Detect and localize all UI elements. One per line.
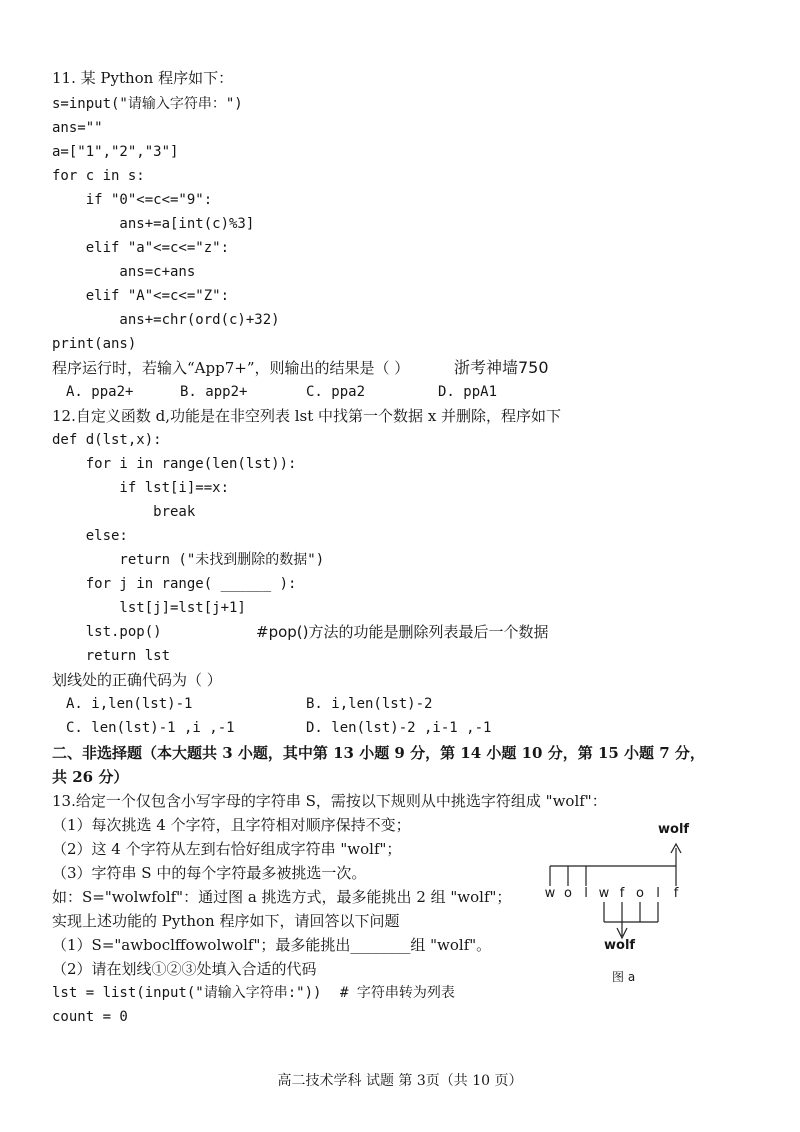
q11-code-line-2: ans="": [52, 120, 103, 136]
figure-bottom-label: wolf: [604, 938, 636, 953]
section-heading-line-2: 共 26 分）: [52, 768, 129, 786]
q12-code-line-8: lst[j]=lst[j+1]: [52, 600, 246, 616]
q11-option-c: C. ppa2: [306, 384, 366, 400]
section-heading-line-1: 二、非选择题（本大题共 3 小题，其中第 13 小题 9 分，第 14 小题 10 分，第 15 小题 7 分，: [52, 744, 705, 762]
q12-option-a: A. i,len(lst)-1: [66, 696, 193, 712]
q13-code-line-1: lst = list(input("请输入字符串:")): [52, 985, 322, 1001]
q12-prompt: 划线处的正确代码为（ ）: [52, 671, 222, 689]
watermark-text: 浙考神墙750: [454, 358, 549, 377]
q13-line-8: （2）请在划线①②③处填入合适的代码: [52, 960, 317, 978]
q11-prompt: 程序运行时，若输入“App7+”，则输出的结果是（ ）: [52, 359, 410, 377]
q11-title: 11. 某 Python 程序如下：: [52, 69, 234, 87]
figure-letter-4: w: [598, 886, 610, 901]
figure-top-label: wolf: [658, 822, 690, 837]
figure-letter-7: l: [656, 886, 660, 901]
q13-line-7: （1）S="awboclffowolwolf"；最多能挑出________组 "wolf"。: [52, 936, 492, 954]
page-footer: 高二技术学科 试题 第 3页（共 10 页）: [277, 1073, 523, 1089]
q12-code-line-3: if lst[i]==x:: [52, 480, 230, 496]
figure-a: [530, 818, 720, 984]
q13-code-line-2: count = 0: [52, 1009, 128, 1025]
q11-code-line-4: for c in s:: [52, 168, 145, 184]
figure-letter-1: w: [544, 886, 556, 901]
q13-line-2: （1）每次挑选 4 个字符，且字符相对顺序保持不变；: [52, 816, 411, 834]
q11-code-line-8: ans=c+ans: [52, 264, 196, 280]
q12-pop-comment: #pop()方法的功能是删除列表最后一个数据: [256, 623, 549, 641]
figure-letter-8: f: [673, 886, 679, 901]
q11-code-line-3: a=["1","2","3"]: [52, 144, 179, 160]
figure-letter-5: f: [619, 886, 625, 901]
q12-code-line-5: else:: [52, 528, 128, 544]
q12-code-line-4: break: [52, 504, 196, 520]
q11-option-a: A. ppa2+: [66, 384, 134, 400]
q11-code-line-5: if "0"<=c<="9":: [52, 192, 213, 208]
q12-option-d: D. len(lst)-2 ,i-1 ,-1: [306, 720, 492, 736]
q12-code-line-6: return ("未找到删除的数据"): [52, 552, 325, 568]
figure-caption: 图 a: [612, 970, 636, 984]
q11-code-line-6: ans+=a[int(c)%3]: [52, 216, 255, 232]
figure-letter-2: o: [564, 886, 572, 901]
q12-code-line-1: def d(lst,x):: [52, 432, 162, 448]
q11-code-line-7: elif "a"<=c<="z":: [52, 240, 230, 256]
q11-code-line-10: ans+=chr(ord(c)+32): [52, 312, 280, 328]
q13-line-4: （3）字符串 S 中的每个字符最多被挑选一次。: [52, 864, 367, 882]
q12-option-c: C. len(lst)-1 ,i ,-1: [66, 720, 235, 736]
q11-option-b: B. app2+: [180, 384, 248, 400]
q13-code-line-1-comment: # 字符串转为列表: [340, 985, 455, 1001]
q11-code-line-1: s=input("请输入字符串："): [52, 96, 243, 112]
q13-line-5: 如：S="wolwfolf"：通过图 a 挑选方式，最多能挑出 2 组 "wolf"；: [52, 888, 512, 906]
q11-option-d: D. ppA1: [438, 384, 498, 400]
q11-code-line-11: print(ans): [52, 336, 137, 352]
figure-letter-6: o: [636, 886, 644, 901]
q13-line-3: （2）这 4 个字符从左到右恰好组成字符串 "wolf"；: [52, 840, 402, 858]
q13-line-6: 实现上述功能的 Python 程序如下，请回答以下问题: [52, 912, 400, 930]
q11-code-line-9: elif "A"<=c<="Z":: [52, 288, 230, 304]
q12-option-b: B. i,len(lst)-2: [306, 696, 433, 712]
q12-code-line-10: return lst: [52, 648, 171, 664]
q12-code-line-9: lst.pop(): [52, 624, 162, 640]
q12-code-line-2: for i in range(len(lst)):: [52, 456, 297, 472]
figure-letter-3: l: [584, 886, 588, 901]
q12-title: 12.自定义函数 d,功能是在非空列表 lst 中找第一个数据 x 并删除，程序如下: [52, 407, 562, 425]
q12-code-line-7: for j in range( ______ ):: [52, 576, 297, 592]
q13-line-1: 13.给定一个仅包含小写字母的字符串 S，需按以下规则从中挑选字符组成 "wolf"：: [52, 792, 607, 810]
